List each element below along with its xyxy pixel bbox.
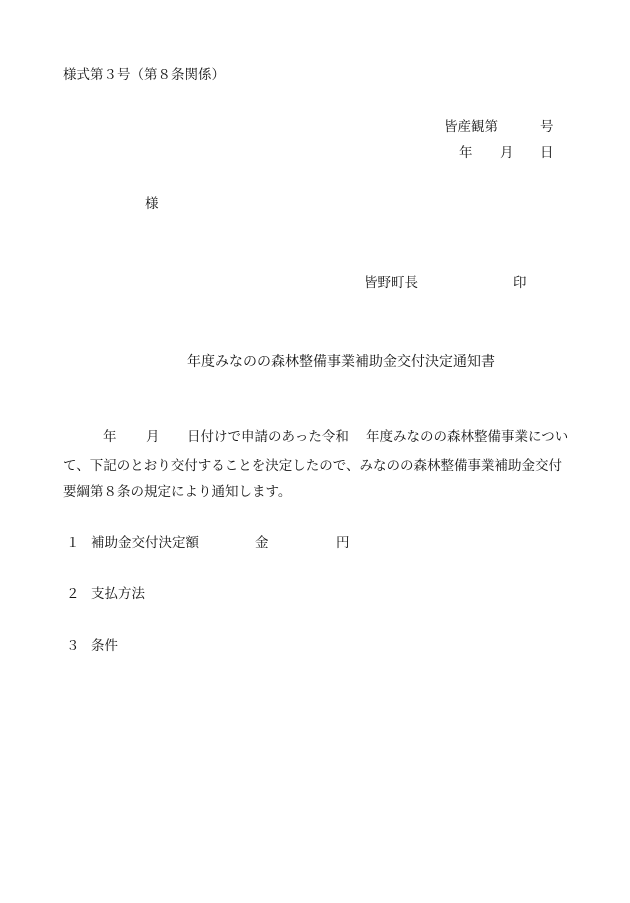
item-number: １ bbox=[66, 535, 80, 551]
form-label: 様式第３号（第８条関係） bbox=[63, 67, 225, 83]
amount-unit: 円 bbox=[336, 535, 350, 551]
recipient-honorific: 様 bbox=[145, 196, 159, 212]
amount-prefix: 金 bbox=[255, 535, 269, 551]
date-month-label: 月 bbox=[500, 145, 514, 161]
body-text-segment: 年度みなのの森林整備事業につい bbox=[366, 429, 569, 445]
body-text-segment: 日付けで申請のあった令和 bbox=[187, 429, 349, 445]
document-number-label: 皆産観第 bbox=[444, 119, 498, 135]
list-item bbox=[0, 640, 630, 656]
date-year-label: 年 bbox=[459, 145, 473, 161]
document-title: 年度みなのの森林整備事業補助金交付決定通知書 bbox=[187, 354, 495, 370]
body-paragraph-line-3: 要綱第８条の規定により通知します。 bbox=[63, 484, 292, 500]
item-label: 条件 bbox=[91, 638, 118, 654]
item-number: ３ bbox=[66, 638, 80, 654]
item-label: 補助金交付決定額 bbox=[91, 535, 199, 551]
body-year-label: 年 bbox=[103, 429, 117, 445]
date-day-label: 日 bbox=[540, 145, 554, 161]
item-number: ２ bbox=[66, 586, 80, 602]
issuer-name: 皆野町長 bbox=[364, 275, 418, 291]
list-item bbox=[0, 537, 630, 553]
body-paragraph-line-1 bbox=[0, 431, 630, 447]
body-paragraph-line-2: て、下記のとおり交付することを決定したので、みなのの森林整備事業補助金交付 bbox=[63, 458, 562, 474]
list-item bbox=[0, 588, 630, 604]
document-number-suffix: 号 bbox=[540, 119, 554, 135]
item-label: 支払方法 bbox=[91, 586, 145, 602]
body-month-label: 月 bbox=[146, 429, 160, 445]
seal-mark: 印 bbox=[513, 275, 527, 291]
